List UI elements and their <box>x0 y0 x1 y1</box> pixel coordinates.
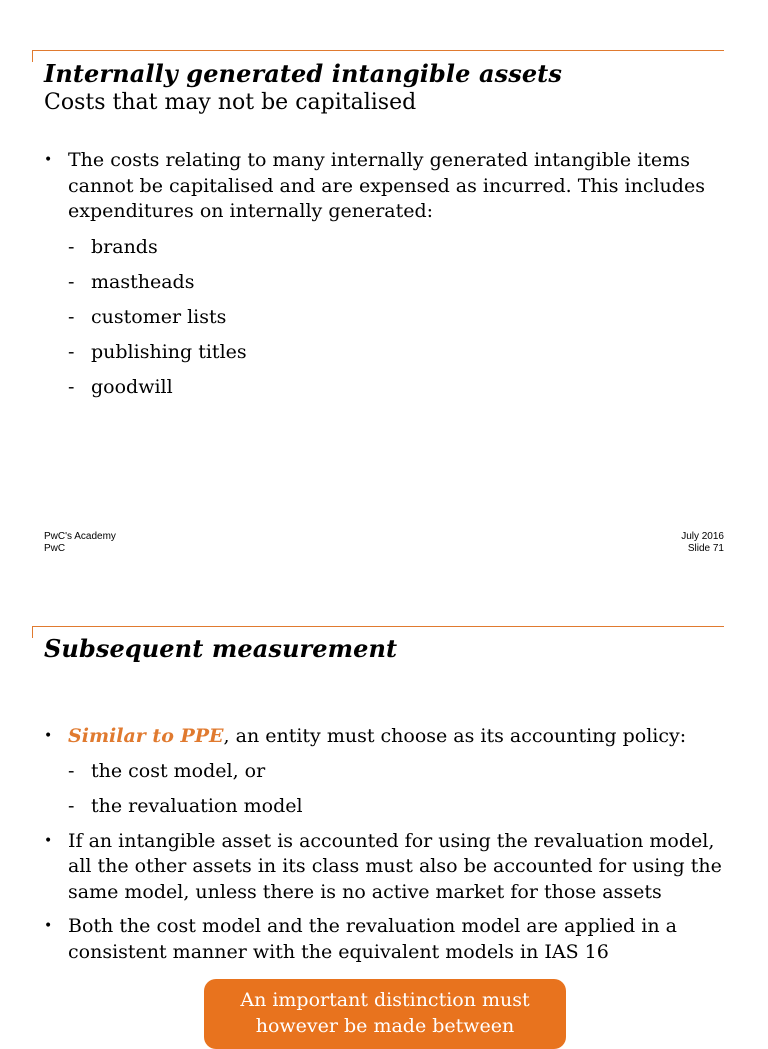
footer-right <box>681 531 724 555</box>
sub-item <box>68 375 724 400</box>
dash-glyph: - <box>68 270 75 293</box>
footer-slide-number: Slide 71 <box>687 543 724 554</box>
slide-title: Subsequent measurement <box>44 634 398 663</box>
footer-left <box>44 531 116 555</box>
dash-glyph: - <box>68 794 75 817</box>
sub-item <box>68 270 724 295</box>
slide-subtitle: Costs that may not be capitalised <box>44 90 417 115</box>
callout-line-1: An important distinction must <box>240 989 530 1011</box>
bullet-text: If an intangible asset is accounted for using the revaluation model, all the other assets in its class must also be accounted for using the same model, unless there is no active market for those assets <box>68 829 722 903</box>
callout-line-2: however be made between <box>255 1015 515 1037</box>
sub-item <box>68 794 724 819</box>
dash-glyph: - <box>68 305 75 328</box>
sub-item-text: the revaluation model <box>91 794 303 817</box>
sub-item <box>68 759 724 784</box>
bullet-glyph: • <box>44 832 53 849</box>
bullet-item <box>44 148 724 400</box>
sub-item-text: goodwill <box>91 375 173 398</box>
bullet-glyph: • <box>44 152 53 168</box>
callout-box <box>204 979 566 1049</box>
dash-glyph: - <box>68 759 75 782</box>
sub-list <box>68 759 724 819</box>
sub-item-text: publishing titles <box>91 340 247 363</box>
bullet-item <box>44 829 724 906</box>
emphasis-text: Similar to PPE <box>68 725 224 747</box>
sub-item <box>68 305 724 330</box>
dash-glyph: - <box>68 235 75 258</box>
dash-glyph: - <box>68 340 75 363</box>
bullet-item <box>44 724 724 819</box>
bullet-list <box>44 724 724 974</box>
bullet-text: , an entity must choose as its accounting policy: <box>223 725 687 747</box>
sub-list <box>68 235 724 400</box>
sub-item-text: the cost model, or <box>91 759 266 782</box>
bullet-list <box>44 148 724 410</box>
bullet-text: Both the cost model and the revaluation model are applied in a consistent manner with the equivalent models in IAS 16 <box>68 915 677 963</box>
footer-date: July 2016 <box>681 531 724 542</box>
sub-item-text: customer lists <box>91 305 227 328</box>
footer-academy: PwC's Academy <box>44 531 116 542</box>
bullet-text: The costs relating to many internally generated intangible items cannot be capitalised and are expensed as incurred. This includes expenditures on internally generated: <box>68 149 705 222</box>
footer-company: PwC <box>44 543 66 554</box>
bullet-item <box>44 914 724 965</box>
sub-item <box>68 235 724 260</box>
bullet-glyph: • <box>44 918 53 934</box>
bullet-glyph: • <box>44 728 53 744</box>
sub-item-text: brands <box>91 235 158 258</box>
slide-72 <box>0 576 768 1024</box>
sub-item <box>68 340 724 365</box>
slide-title: Internally generated intangible assets <box>44 59 562 88</box>
dash-glyph: - <box>68 375 75 398</box>
sub-item-text: mastheads <box>91 270 195 293</box>
